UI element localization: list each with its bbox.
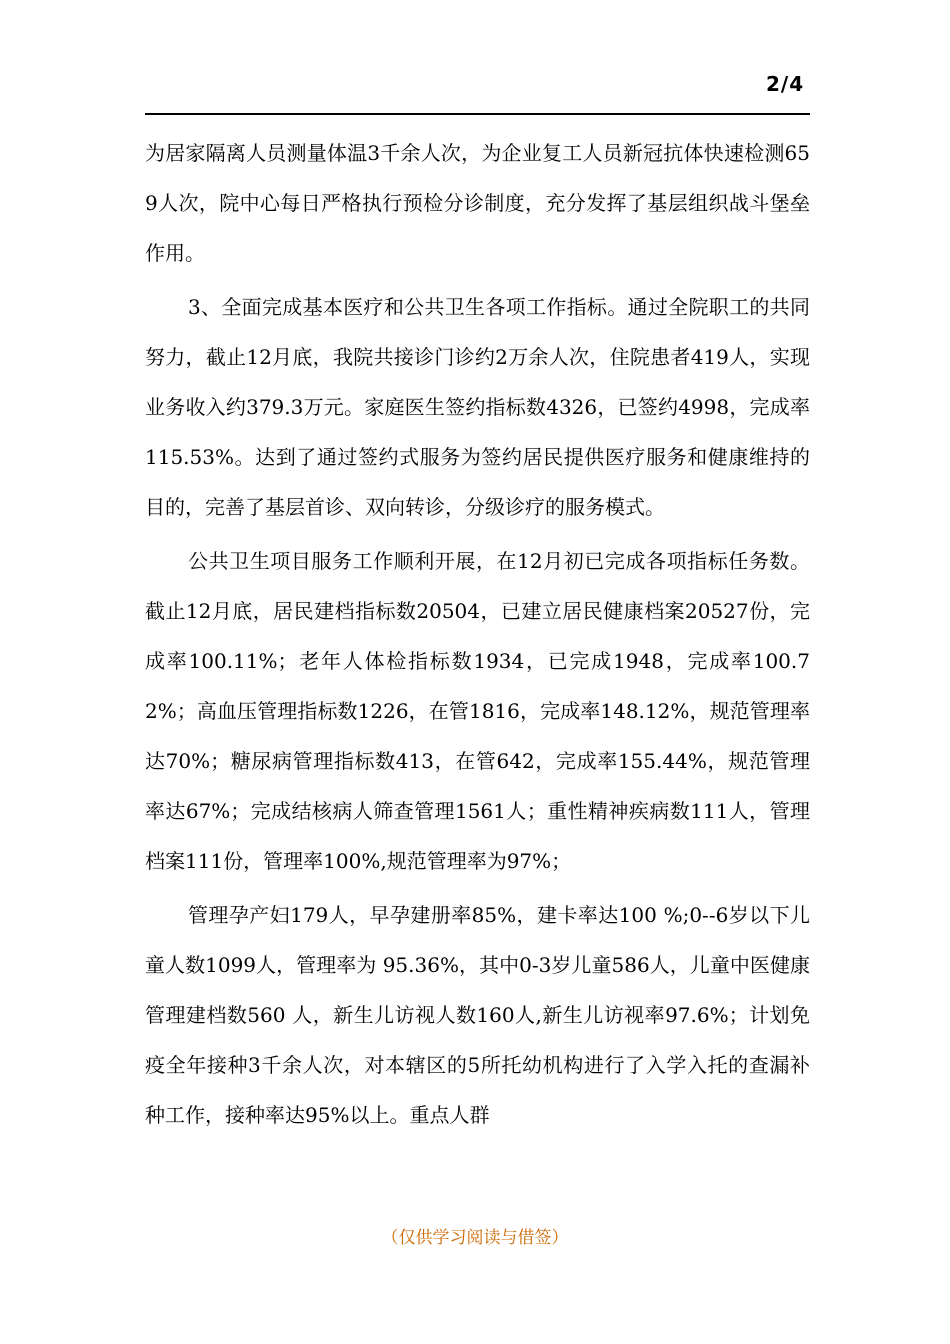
document-body — [145, 128, 810, 1140]
footer-note: （仅供学习阅读与借签） — [381, 1228, 569, 1248]
header-divider — [145, 113, 810, 115]
page-number: 2/4 — [766, 72, 805, 96]
paragraph-medical-indicators: 3、全面完成基本医疗和公共卫生各项工作指标。通过全院职工的共同努力，截止12月底，我院共接诊门诊约2万余人次，住院患者419人，实现业务收入约379.3万元。家庭医生签约指标数4326，已签约4998，完成率115.53%。达到了通过签约式服务为签约居民提供医疗服务和健康维持的目的，完善了基层首诊、双向转诊，分级诊疗的服务模式。 — [145, 295, 810, 519]
paragraph-public-health: 公共卫生项目服务工作顺利开展，在12月初已完成各项指标任务数。截止12月底，居民建档指标数20504，已建立居民健康档案20527份，完成率100.11%；老年人体检指标数1934，已完成1948，完成率100.72%；高血压管理指标数1226，在管1816，完成率148.12%，规范管理率达70%；糖尿病管理指标数413，在管642，完成率155.44%，规范管理率达67%；完成结核病人筛查管理1561人；重性精神疾病数111人，管理档案111份，管理率100%,规范管理率为97%； — [145, 549, 810, 873]
paragraph-maternal-child: 管理孕产妇179人，早孕建册率85%，建卡率达100 %;0--6岁以下儿童人数1099人，管理率为 95.36%，其中0-3岁儿童586人，儿童中医健康管理建档数560 人，新生儿访视人数160人,新生儿访视率97.6%；计划免疫全年接种3千余人次，对本辖区的5所托幼机构进行了入学入托的查漏补种工作，接种率达95%以上。重点人群 — [145, 903, 810, 1127]
paragraph-continuation: 为居家隔离人员测量体温3千余人次，为企业复工人员新冠抗体快速检测659人次，院中心每日严格执行预检分诊制度，充分发挥了基层组织战斗堡垒作用。 — [145, 141, 810, 265]
